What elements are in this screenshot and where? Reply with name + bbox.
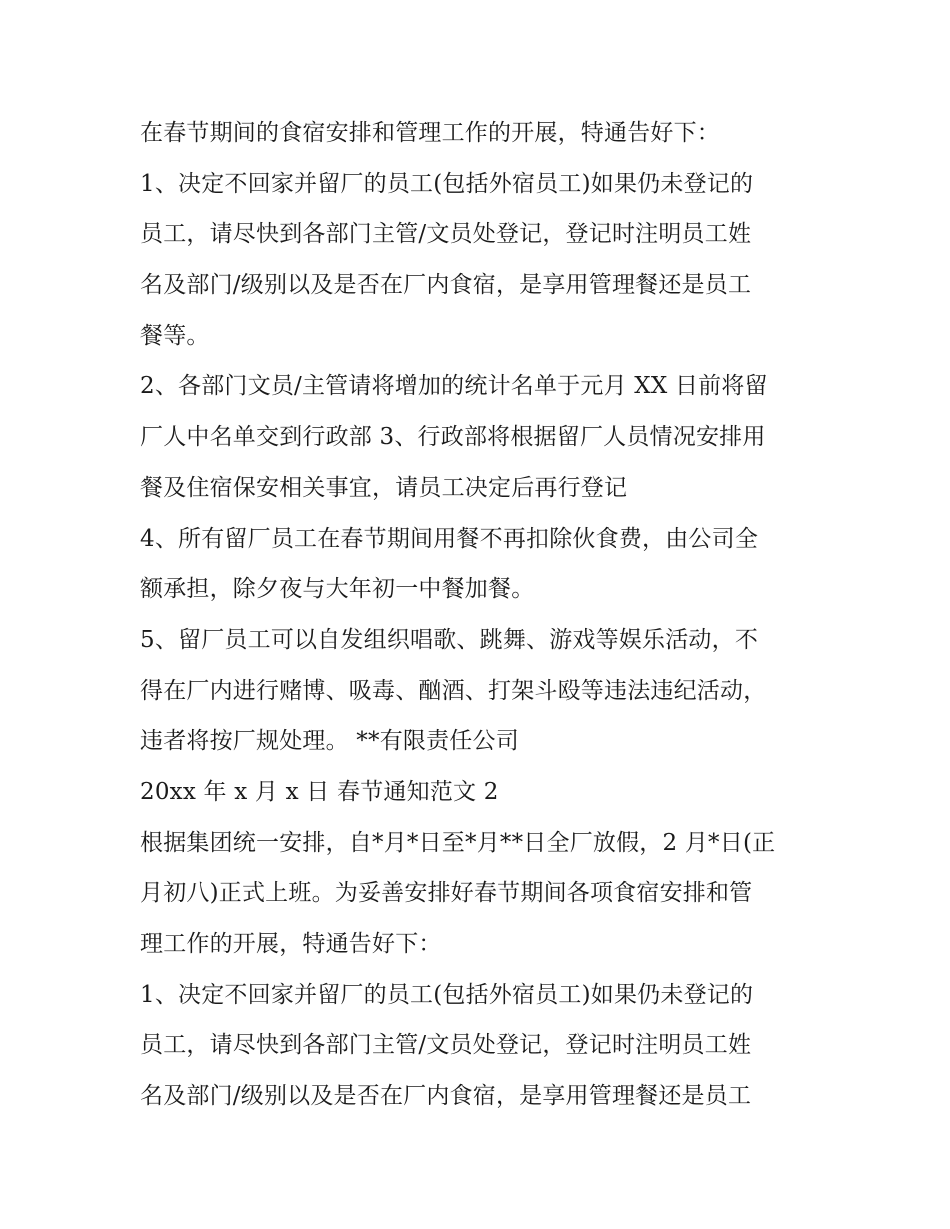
text-line: 违者将按厂规处理。 **有限责任公司 bbox=[140, 728, 519, 755]
text-line: 员工，请尽快到各部门主管/文员处登记，登记时注明员工姓 bbox=[140, 221, 752, 248]
text-line: 月初八)正式上班。为妥善安排好春节期间各项食宿安排和管 bbox=[140, 880, 753, 907]
text-line: 名及部门/级别以及是否在厂内食宿，是享用管理餐还是员工 bbox=[140, 1083, 752, 1110]
text-line: 5、留厂员工可以自发组织唱歌、跳舞、游戏等娱乐活动，不 bbox=[140, 626, 759, 653]
text-line: 2、各部门文员/主管请将增加的统计名单于元月 XX 日前将留 bbox=[140, 373, 768, 400]
heading-line: 20xx 年 x 月 x 日 春节通知范文 2 bbox=[140, 778, 499, 805]
text-line: 理工作的开展，特通告好下： bbox=[140, 931, 442, 957]
text-line: 1、决定不回家并留厂的员工(包括外宿员工)如果仍未登记的 bbox=[140, 981, 754, 1008]
text-line: 在春节期间的食宿安排和管理工作的开展，特通告好下： bbox=[140, 120, 720, 146]
text-line: 4、所有留厂员工在春节期间用餐不再扣除伙食费，由公司全 bbox=[140, 525, 759, 552]
text-line: 餐等。 bbox=[140, 322, 210, 349]
text-line: 1、决定不回家并留厂的员工(包括外宿员工)如果仍未登记的 bbox=[140, 170, 754, 197]
document-body bbox=[140, 108, 820, 1122]
text-line: 得在厂内进行赌博、吸毒、酗酒、打架斗殴等违法违纪活动， bbox=[140, 677, 767, 704]
text-line: 员工，请尽快到各部门主管/文员处登记，登记时注明员工姓 bbox=[140, 1032, 752, 1059]
text-line: 厂人中名单交到行政部 3、行政部将根据留厂人员情况安排用 bbox=[140, 424, 766, 451]
text-line: 额承担，除夕夜与大年初一中餐加餐。 bbox=[140, 576, 535, 603]
text-line: 餐及住宿保安相关事宜，请员工决定后再行登记 bbox=[140, 474, 628, 501]
text-line: 根据集团统一安排，自*月*日至*月**日全厂放假，2 月*日(正 bbox=[140, 829, 776, 856]
text-line: 名及部门/级别以及是否在厂内食宿，是享用管理餐还是员工 bbox=[140, 272, 752, 299]
